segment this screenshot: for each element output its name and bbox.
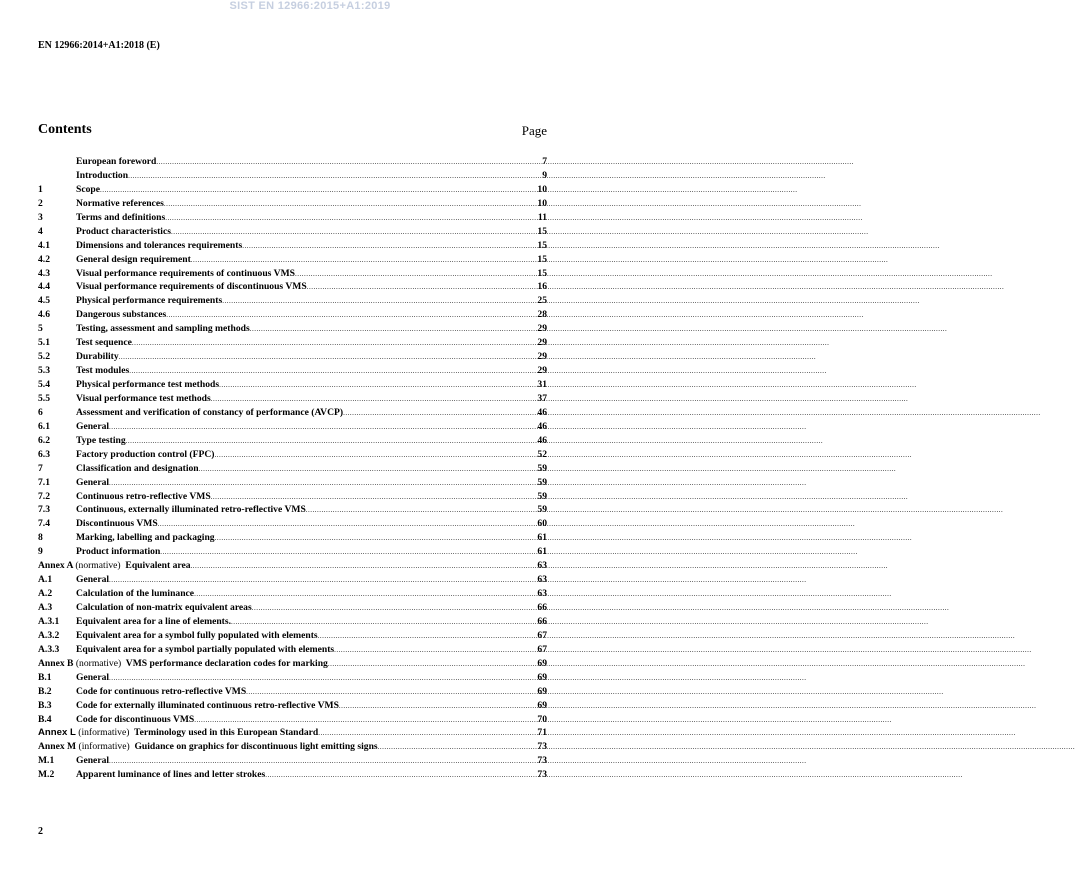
toc-entry-title: Calculation of the luminance bbox=[76, 588, 195, 600]
toc-entry-title: Introduction bbox=[76, 169, 129, 181]
toc-entry[interactable] bbox=[38, 364, 547, 378]
page-number: 2 bbox=[38, 826, 43, 837]
toc-entry-title: Factory production control (FPC) bbox=[76, 448, 215, 460]
toc-entry-page: 59 bbox=[537, 476, 547, 488]
toc-entry-title: Normative references bbox=[76, 197, 164, 209]
toc-entry[interactable] bbox=[38, 308, 547, 322]
toc-entry[interactable] bbox=[38, 713, 547, 727]
toc-entry-title: Type testing bbox=[76, 434, 126, 446]
dot-leader bbox=[164, 198, 537, 212]
toc-entry[interactable] bbox=[38, 573, 547, 587]
toc-entry[interactable] bbox=[38, 531, 547, 545]
toc-entry-number: 4 bbox=[38, 225, 43, 237]
toc-entry-number: A.1 bbox=[38, 574, 53, 586]
toc-entry[interactable] bbox=[38, 643, 547, 657]
toc-entry[interactable] bbox=[38, 754, 547, 768]
toc-entry[interactable] bbox=[38, 336, 547, 350]
toc-entry[interactable] bbox=[38, 267, 547, 281]
toc-entry-number: 3 bbox=[38, 211, 43, 223]
toc-entry-title: General bbox=[76, 476, 110, 488]
dot-leader bbox=[132, 337, 537, 351]
toc-entry-number: 7.2 bbox=[38, 490, 50, 502]
toc-entry-number: A.2 bbox=[38, 588, 53, 600]
toc-entry[interactable] bbox=[38, 559, 547, 573]
toc-entry[interactable] bbox=[38, 280, 547, 294]
toc-entry[interactable] bbox=[38, 740, 547, 754]
dot-leader bbox=[242, 240, 536, 254]
toc-entry-page: 46 bbox=[537, 406, 547, 418]
toc-entry[interactable] bbox=[38, 517, 547, 531]
toc-entry-page: 63 bbox=[537, 588, 547, 600]
toc-entry-title: Code for externally illuminated continuous retro-reflective VMS bbox=[76, 699, 339, 711]
annex-label: Annex M bbox=[38, 741, 77, 753]
toc-entry-page: 15 bbox=[537, 225, 547, 237]
toc-entry[interactable] bbox=[38, 420, 547, 434]
toc-entry-title: General bbox=[76, 574, 110, 586]
toc-entry-number: 1 bbox=[38, 183, 43, 195]
dot-leader bbox=[100, 184, 536, 198]
toc-entry-page: 66 bbox=[537, 602, 547, 613]
toc-entry-page: 46 bbox=[537, 434, 547, 446]
toc-entry[interactable] bbox=[38, 350, 547, 364]
annex-type: (informative) bbox=[78, 727, 130, 739]
toc-entry-title: Test sequence bbox=[76, 337, 132, 349]
page-column-label: Page bbox=[521, 123, 547, 138]
toc-entry-title: General bbox=[76, 671, 110, 683]
annex-type: (informative) bbox=[78, 741, 130, 753]
annex-label: Annex L bbox=[38, 727, 76, 739]
dot-leader bbox=[129, 365, 536, 379]
dot-leader bbox=[295, 268, 536, 282]
annex-heading bbox=[38, 657, 328, 671]
dot-leader bbox=[191, 560, 537, 574]
toc-entry-number: 6.3 bbox=[38, 448, 50, 460]
toc-entry[interactable] bbox=[38, 699, 547, 713]
toc-entry-page: 7 bbox=[542, 156, 547, 167]
toc-entry[interactable] bbox=[38, 601, 547, 615]
toc-entry[interactable] bbox=[38, 169, 547, 183]
toc-entry-number: 7.1 bbox=[38, 476, 50, 488]
toc-entry[interactable] bbox=[38, 657, 547, 671]
toc-entry-number: B.3 bbox=[38, 699, 52, 711]
toc-entry-title: Physical performance requirements bbox=[76, 295, 223, 307]
toc-entry-page: 9 bbox=[542, 169, 547, 181]
toc-entry-page: 70 bbox=[537, 713, 547, 725]
toc-entry-title: Code for continuous retro-reflective VMS bbox=[76, 685, 247, 697]
toc-entry-title: Equivalent area for a symbol partially populated with elements bbox=[76, 643, 335, 655]
toc-entry-number: 6.1 bbox=[38, 420, 50, 432]
toc-entry[interactable] bbox=[38, 211, 547, 225]
toc-entry-title: Terms and definitions bbox=[76, 211, 166, 223]
toc-entry-title: Apparent luminance of lines and letter strokes bbox=[76, 769, 266, 781]
dot-leader bbox=[222, 295, 536, 309]
toc-entry-page: 52 bbox=[537, 448, 547, 460]
contents-title: Contents bbox=[38, 122, 92, 137]
toc-entry-title: Equivalent area for a symbol fully populated with elements bbox=[76, 629, 318, 641]
annex-heading bbox=[38, 740, 378, 754]
toc-entry[interactable] bbox=[38, 671, 547, 685]
toc-entry-title: Visual performance requirements of continuous VMS bbox=[76, 267, 295, 279]
toc-entry-number: 4.3 bbox=[38, 267, 50, 279]
toc-entry-page: 15 bbox=[537, 267, 547, 279]
toc-entry-page: 16 bbox=[537, 281, 547, 293]
dot-leader bbox=[160, 546, 536, 560]
dot-leader bbox=[246, 686, 536, 700]
toc-entry-number: B.2 bbox=[38, 685, 52, 697]
toc-entry-page: 28 bbox=[537, 309, 547, 321]
toc-entry-number: A.3.2 bbox=[38, 629, 60, 641]
toc-entry-page: 71 bbox=[537, 727, 547, 739]
toc-entry[interactable] bbox=[38, 768, 547, 782]
toc-entry-number: 2 bbox=[38, 197, 43, 209]
toc-entry-title: Code for discontinuous VMS bbox=[76, 713, 195, 725]
dot-leader bbox=[378, 741, 537, 755]
toc-entry[interactable] bbox=[38, 503, 547, 517]
toc-entry[interactable] bbox=[38, 155, 547, 169]
toc-entry-page: 69 bbox=[537, 699, 547, 711]
toc-entry[interactable] bbox=[38, 406, 547, 420]
toc-entry-page: 29 bbox=[537, 365, 547, 377]
toc-entry-page: 10 bbox=[537, 197, 547, 209]
document-id: EN 12966:2014+A1:2018 (E) bbox=[38, 40, 160, 51]
dot-leader bbox=[339, 700, 537, 714]
dot-leader bbox=[128, 170, 541, 184]
dot-leader bbox=[171, 226, 536, 240]
toc-entry-number: 7 bbox=[38, 462, 43, 474]
toc-entry[interactable] bbox=[38, 615, 547, 629]
toc-entry-number: 4.4 bbox=[38, 281, 50, 293]
toc-entry-title: Durability bbox=[76, 351, 119, 363]
dot-leader bbox=[219, 379, 536, 393]
toc-entry-title: Scope bbox=[76, 183, 100, 195]
toc-entry[interactable] bbox=[38, 726, 547, 740]
toc-entry-number: 4.1 bbox=[38, 239, 50, 251]
annex-title: Equivalent area bbox=[125, 560, 191, 572]
toc-entry-page: 73 bbox=[537, 769, 547, 781]
toc-entry-page: 29 bbox=[537, 337, 547, 349]
dot-leader bbox=[119, 351, 537, 365]
dot-leader bbox=[211, 491, 537, 505]
toc-entry-number: 5.1 bbox=[38, 337, 50, 349]
annex-heading bbox=[38, 559, 191, 573]
toc-entry-page: 15 bbox=[537, 239, 547, 251]
dot-leader bbox=[156, 156, 541, 170]
toc-entry[interactable] bbox=[38, 183, 547, 197]
toc-entry-page: 69 bbox=[537, 685, 547, 697]
toc-entry-page: 37 bbox=[537, 392, 547, 404]
toc-entry-number: 4.5 bbox=[38, 295, 50, 307]
toc-entry-page: 46 bbox=[537, 420, 547, 432]
dot-leader bbox=[165, 212, 537, 226]
dot-leader bbox=[250, 323, 537, 337]
dot-leader bbox=[307, 281, 537, 295]
dot-leader bbox=[109, 755, 536, 769]
toc-entry-title: Continuous, externally illuminated retro-reflective VMS bbox=[76, 504, 306, 516]
dot-leader bbox=[166, 309, 536, 323]
toc-entry-page: 66 bbox=[537, 615, 547, 627]
toc-entry[interactable] bbox=[38, 587, 547, 601]
toc-entry-page: 67 bbox=[537, 643, 547, 655]
toc-entry-page: 67 bbox=[537, 629, 547, 641]
toc-entry[interactable] bbox=[38, 545, 547, 559]
table-of-contents bbox=[38, 155, 547, 782]
toc-entry-number: B.1 bbox=[38, 671, 52, 683]
dot-leader bbox=[343, 407, 536, 421]
dot-leader bbox=[109, 421, 536, 435]
annex-label: Annex B bbox=[38, 657, 74, 669]
annex-title: Guidance on graphics for discontinuous light emitting signs bbox=[134, 741, 378, 753]
toc-entry-number: 7.4 bbox=[38, 518, 50, 530]
dot-leader bbox=[215, 532, 537, 546]
toc-entry-title: Product characteristics bbox=[76, 225, 171, 237]
annex-label: Annex A bbox=[38, 560, 73, 572]
toc-entry-title: Visual performance requirements of discontinuous VMS bbox=[76, 281, 307, 293]
toc-entry[interactable] bbox=[38, 490, 547, 504]
annex-type: (normative) bbox=[75, 657, 122, 669]
toc-entry-number: 5.2 bbox=[38, 351, 50, 363]
toc-entry-page: 29 bbox=[537, 323, 547, 335]
toc-entry-title: Classification and designation bbox=[76, 462, 199, 474]
toc-entry-number: 7.3 bbox=[38, 504, 50, 516]
toc-entry[interactable] bbox=[38, 197, 547, 211]
toc-entry-page: 59 bbox=[537, 504, 547, 516]
toc-entry-title: General design requirement bbox=[76, 253, 191, 265]
toc-entry-page: 29 bbox=[537, 351, 547, 363]
toc-entry-page: 69 bbox=[537, 671, 547, 683]
toc-entry-number: A.3.3 bbox=[38, 643, 60, 655]
toc-entry-page: 59 bbox=[537, 490, 547, 502]
dot-leader bbox=[334, 644, 536, 658]
toc-entry-title: Marking, labelling and packaging bbox=[76, 532, 215, 544]
dot-leader bbox=[318, 727, 536, 741]
toc-entry-number: 5.5 bbox=[38, 392, 50, 404]
toc-entry-title: General bbox=[76, 755, 110, 767]
toc-entry[interactable] bbox=[38, 378, 547, 392]
toc-entry-title: Continuous retro-reflective VMS bbox=[76, 490, 211, 502]
toc-entry-number: 5.3 bbox=[38, 365, 50, 377]
dot-leader bbox=[306, 504, 537, 518]
toc-entry-page: 25 bbox=[537, 295, 547, 307]
toc-entry-title: General bbox=[76, 420, 110, 432]
toc-entry-title: Product information bbox=[76, 546, 161, 558]
annex-title: Terminology used in this European Standard bbox=[134, 727, 319, 739]
toc-entry-page: 73 bbox=[537, 755, 547, 767]
toc-entry-page: 73 bbox=[537, 741, 547, 753]
toc-entry[interactable] bbox=[38, 392, 547, 406]
toc-entry[interactable] bbox=[38, 239, 547, 253]
toc-entry-title: Physical performance test methods bbox=[76, 379, 220, 390]
toc-entry[interactable] bbox=[38, 253, 547, 267]
toc-entry-page: 59 bbox=[537, 462, 547, 474]
dot-leader bbox=[211, 393, 537, 407]
toc-entry-title: European foreword bbox=[76, 156, 157, 167]
toc-entry-number: 6 bbox=[38, 406, 43, 418]
toc-entry[interactable] bbox=[38, 629, 547, 643]
toc-entry-page: 15 bbox=[537, 253, 547, 265]
toc-entry-number: 5 bbox=[38, 323, 43, 335]
toc-entry[interactable] bbox=[38, 685, 547, 699]
toc-entry-title: Testing, assessment and sampling methods bbox=[76, 323, 250, 335]
toc-entry[interactable] bbox=[38, 322, 547, 336]
toc-entry-title: Calculation of non-matrix equivalent areas bbox=[76, 602, 252, 613]
annex-type: (normative) bbox=[75, 560, 121, 572]
toc-entry-number: 8 bbox=[38, 532, 43, 544]
dot-leader bbox=[126, 435, 537, 449]
toc-entry[interactable] bbox=[38, 434, 547, 448]
toc-entry-number: A.3.1 bbox=[38, 615, 60, 627]
annex-heading bbox=[38, 726, 318, 740]
toc-entry-number: 5.4 bbox=[38, 379, 50, 390]
dot-leader bbox=[318, 630, 537, 644]
toc-entry-title: Assessment and verification of constancy of performance (AVCP) bbox=[76, 406, 344, 418]
toc-entry[interactable] bbox=[38, 294, 547, 308]
toc-entry-page: 61 bbox=[537, 532, 547, 544]
toc-entry-title: Equivalent area for a line of elements. bbox=[76, 615, 231, 627]
toc-entry-title: Dangerous substances bbox=[76, 309, 167, 321]
toc-entry-title: Dimensions and tolerances requirements bbox=[76, 239, 243, 251]
dot-leader bbox=[252, 602, 537, 616]
dot-leader bbox=[194, 588, 536, 602]
toc-entry-page: 63 bbox=[537, 560, 547, 572]
toc-entry-number: 4.2 bbox=[38, 253, 50, 265]
toc-entry-page: 11 bbox=[537, 211, 547, 223]
toc-entry[interactable] bbox=[38, 448, 547, 462]
toc-entry-number: M.1 bbox=[38, 755, 55, 767]
dot-leader bbox=[109, 574, 536, 588]
toc-entry-page: 61 bbox=[537, 546, 547, 558]
dot-leader bbox=[265, 769, 536, 783]
toc-entry-number: B.4 bbox=[38, 713, 52, 725]
dot-leader bbox=[328, 658, 537, 672]
dot-leader bbox=[158, 518, 537, 532]
dot-leader bbox=[214, 449, 536, 463]
toc-entry-page: 31 bbox=[537, 379, 547, 390]
dot-leader bbox=[191, 254, 537, 268]
dot-leader bbox=[199, 463, 537, 477]
annex-title: VMS performance declaration codes for marking bbox=[125, 657, 328, 669]
toc-entry-number: A.3 bbox=[38, 602, 53, 613]
dot-leader bbox=[109, 672, 536, 686]
dot-leader bbox=[194, 714, 536, 728]
toc-entry[interactable] bbox=[38, 476, 547, 490]
toc-entry[interactable] bbox=[38, 225, 547, 239]
toc-entry-page: 63 bbox=[537, 574, 547, 586]
toc-entry-page: 69 bbox=[537, 657, 547, 669]
toc-entry-page: 10 bbox=[537, 183, 547, 195]
toc-entry[interactable] bbox=[38, 462, 547, 476]
toc-entry-number: M.2 bbox=[38, 769, 55, 781]
watermark: SIST EN 12966:2015+A1:2019 bbox=[229, 0, 391, 12]
toc-entry-number: 4.6 bbox=[38, 309, 50, 321]
toc-entry-title: Visual performance test methods bbox=[76, 392, 211, 404]
toc-entry-page: 60 bbox=[537, 518, 547, 530]
toc-entry-title: Discontinuous VMS bbox=[76, 518, 158, 530]
toc-entry-number: 6.2 bbox=[38, 434, 50, 446]
toc-entry-title: Test modules bbox=[76, 365, 130, 377]
toc-entry-number: 9 bbox=[38, 546, 43, 558]
dot-leader bbox=[231, 616, 536, 630]
dot-leader bbox=[109, 477, 536, 491]
